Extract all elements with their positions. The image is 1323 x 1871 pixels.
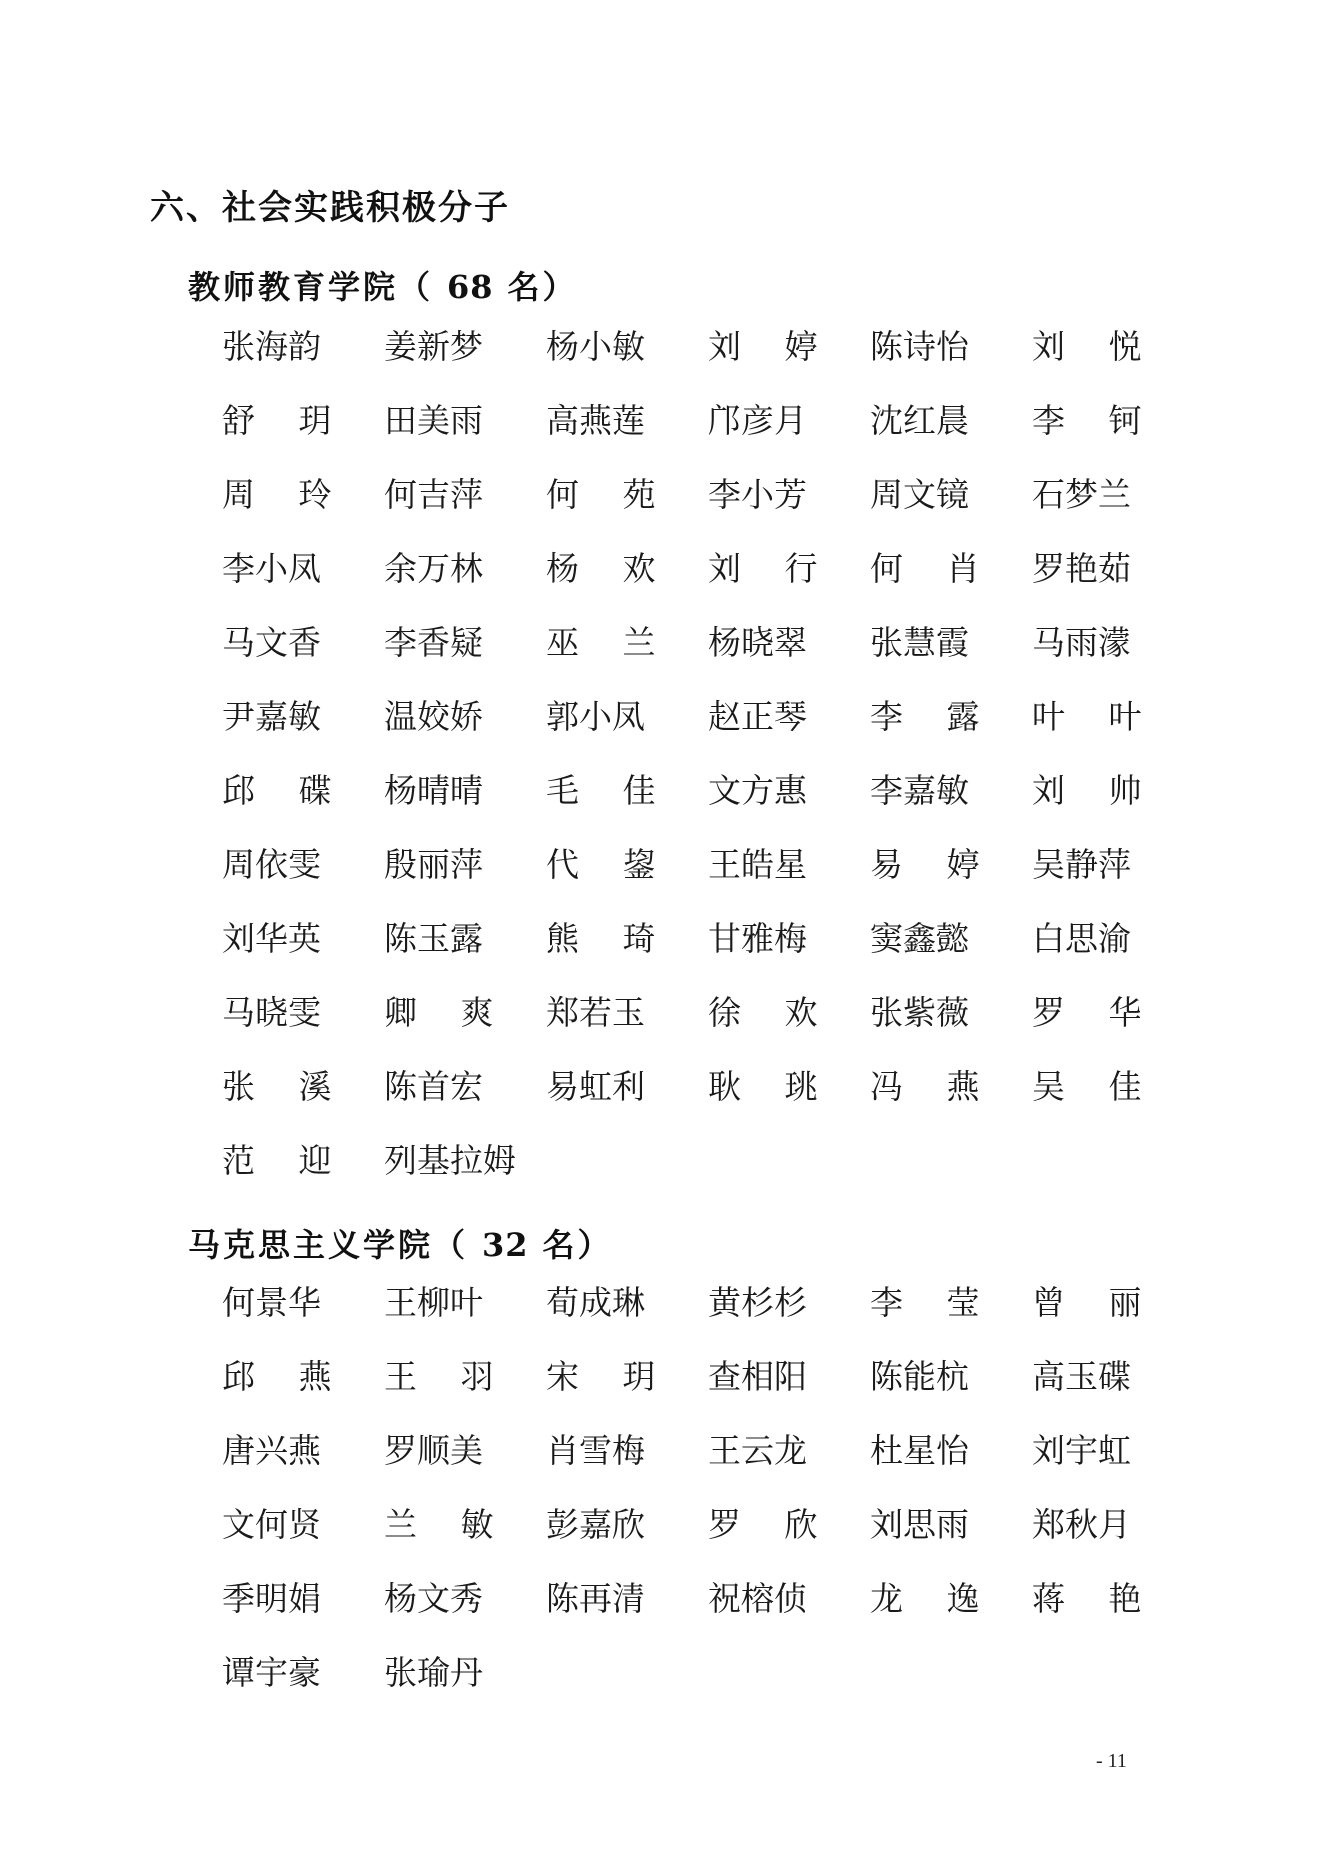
- name-entry: 余万林: [384, 549, 483, 588]
- name-entry: 文何贤: [222, 1505, 321, 1544]
- name-entry: 荀成琳: [546, 1283, 645, 1322]
- name-entry: 高玉碟: [1032, 1357, 1131, 1396]
- page-number: - 11: [1096, 1750, 1127, 1772]
- name-entry: 张慧霞: [870, 623, 969, 662]
- name-entry: 陈首宏: [384, 1067, 483, 1106]
- college-suffix: 名）: [507, 268, 578, 306]
- name-entry: 郭小凤: [546, 697, 645, 736]
- name-list-marxism: [222, 1266, 1142, 1710]
- name-entry: 李小芳: [708, 475, 807, 514]
- name-entry: 尹嘉敏: [222, 697, 321, 736]
- name-entry: 杨 欢: [546, 549, 656, 588]
- name-entry: 毛 佳: [546, 771, 656, 810]
- name-entry: 杨小敏: [546, 327, 645, 366]
- name-entry: 李嘉敏: [870, 771, 969, 810]
- name-entry: 李 钶: [1032, 401, 1142, 440]
- college-name: 马克思主义学院（: [188, 1226, 469, 1264]
- name-entry: 何 肖: [870, 549, 980, 588]
- name-entry: 王柳叶: [384, 1283, 483, 1322]
- name-entry: 邱 碟: [222, 771, 332, 810]
- college-name: 教师教育学院（: [188, 268, 434, 306]
- name-entry: 刘 悦: [1032, 327, 1142, 366]
- name-entry: 舒 玥: [222, 401, 332, 440]
- college-suffix: 名）: [542, 1226, 613, 1264]
- name-entry: 查相阳: [708, 1357, 807, 1396]
- name-entry: 甘雅梅: [708, 919, 807, 958]
- name-entry: 张海韵: [222, 327, 321, 366]
- name-entry: 郑秋月: [1032, 1505, 1131, 1544]
- name-entry: 冯 燕: [870, 1067, 980, 1106]
- name-entry: 李香疑: [384, 623, 483, 662]
- name-entry: 赵正琴: [708, 697, 807, 736]
- name-entry: 兰 敏: [384, 1505, 494, 1544]
- name-entry: 邱 燕: [222, 1357, 332, 1396]
- name-entry: 刘 行: [708, 549, 818, 588]
- name-entry: 郑若玉: [546, 993, 645, 1032]
- name-entry: 谭宇豪: [222, 1653, 321, 1692]
- name-entry: 宋 玥: [546, 1357, 656, 1396]
- name-entry: 陈能杭: [870, 1357, 969, 1396]
- college-heading-marxism: [188, 1220, 613, 1266]
- name-entry: 马雨濛: [1032, 623, 1131, 662]
- name-entry: 殷丽萍: [384, 845, 483, 884]
- section-heading: 六、社会实践积极分子: [150, 188, 510, 228]
- name-entry: 刘华英: [222, 919, 321, 958]
- name-entry: 张 溪: [222, 1067, 332, 1106]
- name-entry: 唐兴燕: [222, 1431, 321, 1470]
- name-entry: 周依雯: [222, 845, 321, 884]
- name-entry: 何 苑: [546, 475, 656, 514]
- name-entry: 罗艳茹: [1032, 549, 1131, 588]
- name-entry: 易 婷: [870, 845, 980, 884]
- name-entry: 刘宇虹: [1032, 1431, 1131, 1470]
- name-entry: 张瑜丹: [384, 1653, 483, 1692]
- name-entry: 巫 兰: [546, 623, 656, 662]
- name-entry: 蒋 艳: [1032, 1579, 1142, 1618]
- name-entry: 陈诗怡: [870, 327, 969, 366]
- name-entry: 窦鑫懿: [870, 919, 969, 958]
- name-entry: 王云龙: [708, 1431, 807, 1470]
- name-entry: 徐 欢: [708, 993, 818, 1032]
- name-entry: 杜星怡: [870, 1431, 969, 1470]
- name-entry: 邝彦月: [708, 401, 807, 440]
- name-entry: 吴静萍: [1032, 845, 1131, 884]
- name-entry: 陈再清: [546, 1579, 645, 1618]
- name-entry: 列基拉姆: [384, 1141, 516, 1180]
- name-list-teacher-education: [222, 310, 1142, 1198]
- name-entry: 易虹利: [546, 1067, 645, 1106]
- name-entry: 曾 丽: [1032, 1283, 1142, 1322]
- name-entry: 何吉萍: [384, 475, 483, 514]
- name-entry: 彭嘉欣: [546, 1505, 645, 1544]
- name-entry: 杨晓翠: [708, 623, 807, 662]
- name-entry: 周 玲: [222, 475, 332, 514]
- name-entry: 黄杉杉: [708, 1283, 807, 1322]
- name-entry: 王皓星: [708, 845, 807, 884]
- name-entry: 叶 叶: [1032, 697, 1142, 736]
- name-entry: 何景华: [222, 1283, 321, 1322]
- name-entry: 杨晴晴: [384, 771, 483, 810]
- name-entry: 卿 爽: [384, 993, 494, 1032]
- name-entry: 石梦兰: [1032, 475, 1131, 514]
- name-entry: 熊 琦: [546, 919, 656, 958]
- name-entry: 吴 佳: [1032, 1067, 1142, 1106]
- name-entry: 杨文秀: [384, 1579, 483, 1618]
- name-entry: 刘 婷: [708, 327, 818, 366]
- name-entry: 季明娟: [222, 1579, 321, 1618]
- name-entry: 马晓雯: [222, 993, 321, 1032]
- name-entry: 刘思雨: [870, 1505, 969, 1544]
- name-entry: 李 露: [870, 697, 980, 736]
- name-entry: 沈红晨: [870, 401, 969, 440]
- name-entry: 李小凤: [222, 549, 321, 588]
- name-entry: 田美雨: [384, 401, 483, 440]
- name-entry: 温姣娇: [384, 697, 483, 736]
- name-entry: 文方惠: [708, 771, 807, 810]
- name-entry: 刘 帅: [1032, 771, 1142, 810]
- name-entry: 马文香: [222, 623, 321, 662]
- college-count: 32: [482, 1226, 529, 1264]
- name-entry: 周文镜: [870, 475, 969, 514]
- name-entry: 祝榕侦: [708, 1579, 807, 1618]
- name-entry: 高燕莲: [546, 401, 645, 440]
- name-entry: 张紫薇: [870, 993, 969, 1032]
- name-entry: 陈玉露: [384, 919, 483, 958]
- name-entry: 罗 欣: [708, 1505, 818, 1544]
- name-entry: 龙 逸: [870, 1579, 980, 1618]
- name-entry: 代 鋆: [546, 845, 656, 884]
- name-entry: 罗 华: [1032, 993, 1142, 1032]
- college-count: 68: [447, 268, 494, 306]
- name-entry: 耿 珧: [708, 1067, 818, 1106]
- name-entry: 王 羽: [384, 1357, 494, 1396]
- name-entry: 范 迎: [222, 1141, 332, 1180]
- name-entry: 李 莹: [870, 1283, 980, 1322]
- name-entry: 肖雪梅: [546, 1431, 645, 1470]
- college-heading-teacher-education: [188, 262, 578, 308]
- name-entry: 姜新梦: [384, 327, 483, 366]
- name-entry: 罗顺美: [384, 1431, 483, 1470]
- name-entry: 白思渝: [1032, 919, 1131, 958]
